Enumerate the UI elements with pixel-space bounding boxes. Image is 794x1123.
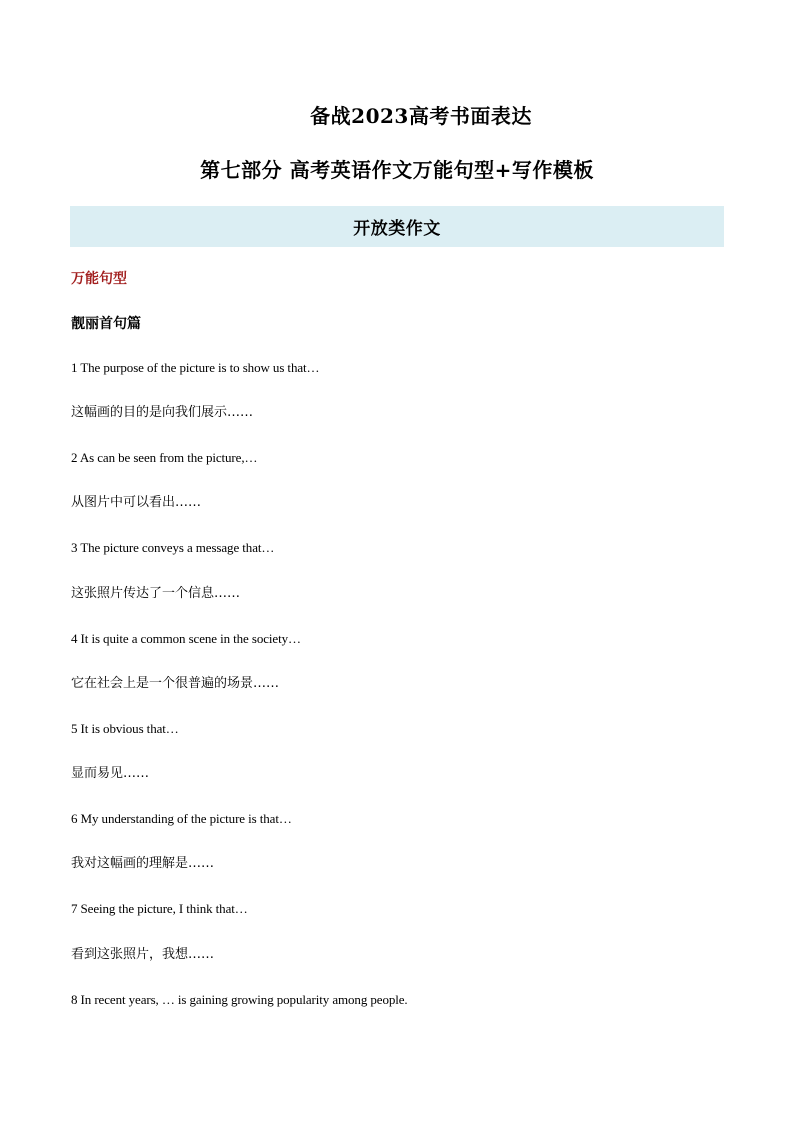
sentence-1-zh: 这幅画的目的是向我们展示…… <box>71 405 254 420</box>
section-banner <box>70 206 724 247</box>
sentence-7-zh: 看到这张照片，我想…… <box>71 947 215 962</box>
sentence-7-en: 7 Seeing the picture, I think that… <box>71 901 248 916</box>
sentence-6-zh: 我对这幅画的理解是…… <box>71 856 215 871</box>
sentence-4-en: 4 It is quite a common scene in the society… <box>71 631 301 646</box>
heading-universal-sentences: 万能句型 <box>71 271 127 287</box>
section-banner-label: 开放类作文 <box>353 219 441 239</box>
document-title: 备战2023高考书面表达 <box>310 104 532 128</box>
document-subtitle: 第七部分 高考英语作文万能句型+写作模板 <box>200 158 594 182</box>
sentence-6-en: 6 My understanding of the picture is that… <box>71 811 292 826</box>
sentence-5-zh: 显而易见…… <box>71 766 150 781</box>
sentence-3-en: 3 The picture conveys a message that… <box>71 540 275 555</box>
sentence-8-en: 8 In recent years, … is gaining growing popularity among people. <box>71 992 408 1007</box>
sentence-1-en: 1 The purpose of the picture is to show us that… <box>71 360 320 375</box>
sentence-4-zh: 它在社会上是一个很普遍的场景…… <box>71 676 280 691</box>
sentence-2-en: 2 As can be seen from the picture,… <box>71 450 258 465</box>
sentence-2-zh: 从图片中可以看出…… <box>71 495 202 510</box>
heading-opening-sentences: 靓丽首句篇 <box>71 316 141 332</box>
sentence-3-zh: 这张照片传达了一个信息…… <box>71 586 241 601</box>
sentence-5-en: 5 It is obvious that… <box>71 721 179 736</box>
